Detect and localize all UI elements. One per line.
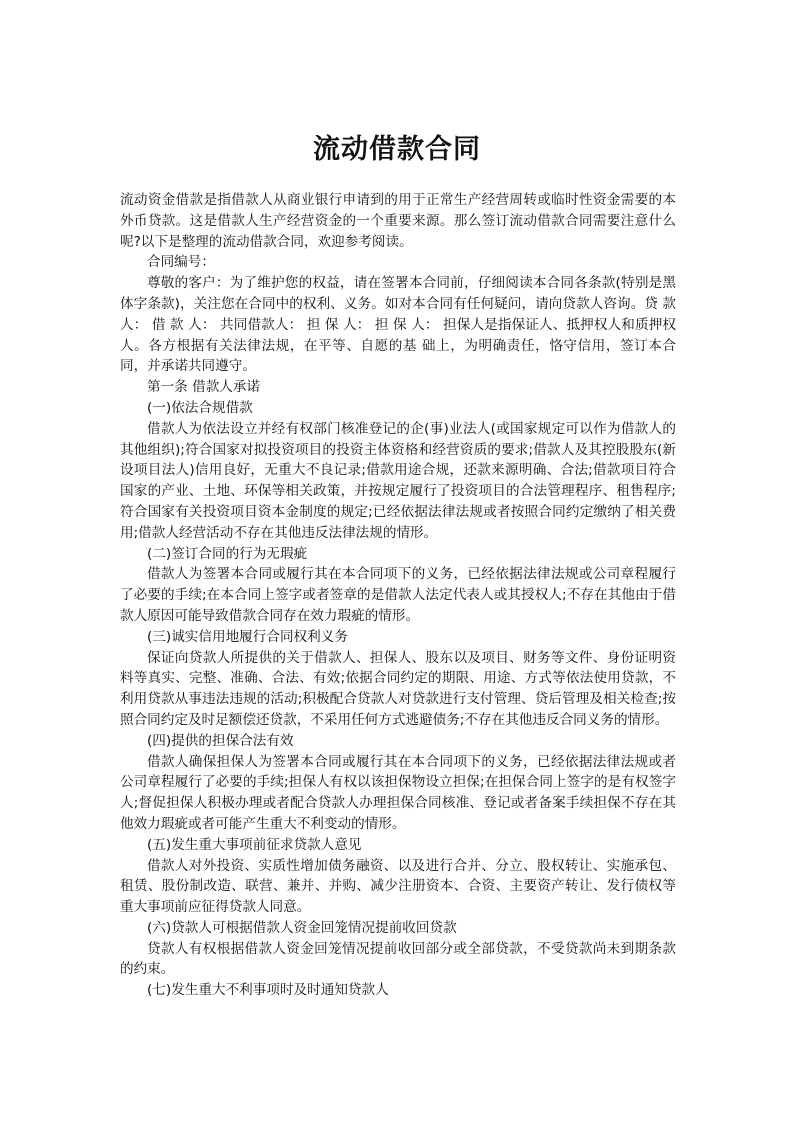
section-body: 贷款人有权根据借款人资金回笼情况提前收回部分或全部贷款，不受贷款尚未到期条款的约束。 bbox=[120, 940, 676, 978]
section-body: 借款人为依法设立并经有权部门核准登记的企(事)业法人(或国家规定可以作为借款人的其他组织);符合国家对拟投资项目的投资主体资格和经营资质的要求;借款人及其控股股东(新设项目法人)信用良好，无重大不良记录;借款用途合规，还款来源明确、合法;借款项目符合国家的产业、土地、环保等相关政策，并按规定履行了投资项目的合法管理程序、租售程序;符合国家有关投资项目资本金制度的规定;已经依据法律法规或者按照合同约定缴纳了相关费用;借款人经营活动不存在其他违反法律法规的情形。 bbox=[120, 420, 676, 541]
section-body: 保证向贷款人所提供的关于借款人、担保人、股东以及项目、财务等文件、身份证明资料等真实、完整、准确、合法、有效;依据合同约定的期限、用途、方式等依法使用贷款，不利用贷款从事违法违规的活动;积极配合贷款人对贷款进行支付管理、贷后管理及相关检查;按照合同约定及时足额偿还贷款，不采用任何方式逃避债务;不存在其他违反合同义务的情形。 bbox=[120, 649, 676, 728]
section-heading: (五)发生重大事项前征求贷款人意见 bbox=[147, 836, 362, 853]
article-heading: 第一条 借款人承诺 bbox=[147, 379, 261, 396]
section-body: 借款人对外投资、实质性增加债务融资、以及进行合并、分立、股权转让、实施承包、租赁、股份制改造、联营、兼并、并购、减少注册资本、合资、主要资产转让、发行债权等重大事项前应征得贷款人同意。 bbox=[120, 857, 676, 916]
section-heading: (四)提供的担保合法有效 bbox=[147, 732, 294, 749]
section-heading: (三)诚实信用地履行合同权利义务 bbox=[147, 628, 348, 645]
section-heading: (一)依法合规借款 bbox=[147, 399, 253, 416]
paragraph-customer-notice: 尊敬的客户：为了维护您的权益，请在签署本合同前，仔细阅读本合同各条款(特别是黑体字条款)，关注您在合同中的权利、义务。如对本合同有任何疑问，请向贷款人咨询。贷 款 人： 借 款 人： 共同借款人： 担 保 人： 担 保 人： 担保人是指保证人、抵押权人和质押权人。各方根据有关法律法规，在平等、自愿的基 础上，为明确责任，恪守信用，签订本合同，并承诺共同遵守。 bbox=[120, 275, 676, 375]
section-heading: (七)发生重大不利事项时及时通知贷款人 bbox=[147, 982, 389, 999]
section-heading: (二)签订合同的行为无瑕疵 bbox=[147, 545, 308, 562]
paragraph-intro: 流动资金借款是指借款人从商业银行申请到的用于正常生产经营周转或临时性资金需要的本外币贷款。这是借款人生产经营资金的一个重要来源。那么签订流动借款合同需要注意什么呢?以下是整理的流动借款合同，欢迎参考阅读。 bbox=[120, 192, 676, 250]
document-body bbox=[120, 190, 676, 1001]
section-body: 借款人为签署本合同或履行其在本合同项下的义务，已经依据法律法规或公司章程履行了必要的手续;在本合同上签字或者签章的是借款人法定代表人或其授权人;不存在其他由于借款人原因可能导致借款合同存在效力瑕疵的情形。 bbox=[120, 566, 676, 624]
paragraph-contract-number: 合同编号： bbox=[147, 254, 215, 271]
section-heading: (六)贷款人可根据借款人资金回笼情况提前收回贷款 bbox=[147, 919, 457, 936]
document-title: 流动借款合同 bbox=[313, 134, 481, 165]
section-body: 借款人确保担保人为签署本合同或履行其在本合同项下的义务，已经依据法律法规或者公司章程履行了必要的手续;担保人有权以该担保物设立担保;在担保合同上签字的是有权签字人;督促担保人积极办理或者配合贷款人办理担保合同核准、登记或者备案手续担保不存在其他效力瑕疵或者可能产生重大不利变动的情形。 bbox=[120, 753, 676, 832]
